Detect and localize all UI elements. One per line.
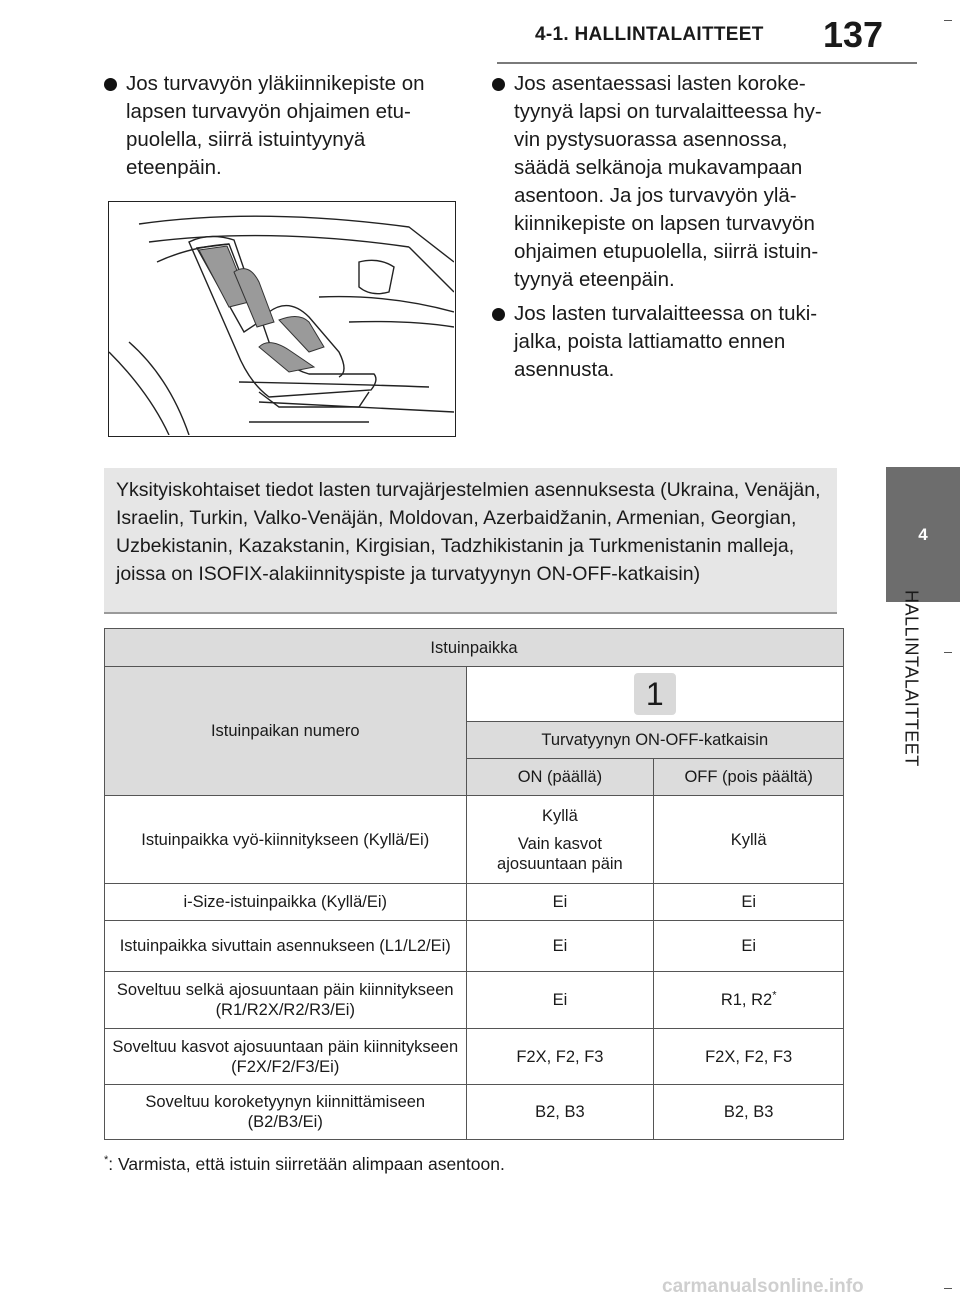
off-cell-value: R1, R2 [720, 991, 773, 1009]
bullet-text: Jos lasten turvalaitteessa on tuki-jalka, poista lattiamatto ennen asennusta. [514, 302, 818, 381]
page-number: 137 [823, 14, 884, 55]
on-cell-line: Kyllä [542, 806, 578, 825]
off-cell: F2X, F2, F3 [654, 1029, 844, 1085]
table-title-cell: Istuinpaikka [105, 629, 844, 667]
watermark-text: carmanualsonline.info [662, 1276, 864, 1297]
off-cell: Ei [654, 884, 844, 921]
table-row [105, 921, 844, 972]
on-cell: Ei [466, 884, 654, 921]
crop-mark [944, 652, 952, 653]
right-bullet-list [492, 70, 847, 390]
off-cell [654, 972, 844, 1029]
off-cell: Kyllä [654, 796, 844, 884]
seat-number-badge: 1 [634, 673, 676, 715]
chapter-title: HALLINTALAITTEET [901, 590, 922, 767]
header-rule [497, 62, 917, 64]
footnote-mark: * [104, 1154, 109, 1167]
info-box [104, 468, 837, 614]
chapter-vertical-label [891, 590, 931, 795]
switch-on-header: ON (päällä) [466, 759, 654, 796]
on-cell: Ei [466, 972, 654, 1029]
table-row [105, 884, 844, 921]
airbag-switch-header: Turvatyynyn ON-OFF-katkaisin [466, 722, 844, 759]
bullet-text: Jos asentaessasi lasten koroke-tyynyä lapsi on turvalaitteessa hy-vin pystysuorassa asennossa, säädä selkänoja mukavampaan asentoon. Ja jos turvavyön ylä-kiinnikepiste on lapsen turvavyön ohjaimen etupuolella, siirrä istuin-tyynyä eteenpäin. [514, 72, 822, 291]
footnote [104, 1154, 505, 1175]
bullet-item [104, 70, 449, 182]
on-cell: B2, B3 [466, 1085, 654, 1140]
off-cell: Ei [654, 921, 844, 972]
info-box-text: Yksityiskohtaiset tiedot lasten turvajärjestelmien asennuksesta (Ukraina, Venäjän, Israelin, Turkin, Valko-Venäjän, Moldovan, Azerbaidžanin, Armenian, Georgian, Uzbekistanin, Kazakstanin, Kirgisian, Tadzhikistanin ja Turkmenistanin malleja, joissa on ISOFIX-alakiinnityspiste ja turvatyynyn ON-OFF-katkaisin) [116, 479, 821, 585]
seat-position-table [104, 628, 844, 1140]
left-bullet-list [104, 70, 449, 188]
row-label: Istuinpaikka sivuttain asennukseen (L1/L2/Ei) [105, 921, 467, 972]
bullet-item [492, 300, 847, 384]
bullet-text: Jos turvavyön yläkiinnikepiste on lapsen turvavyön ohjaimen etu-puolella, siirrä istuintyynyä eteenpäin. [126, 72, 425, 179]
table-row [105, 972, 844, 1029]
footnote-text: : Varmista, että istuin siirretään alimpaan asentoon. [108, 1154, 505, 1174]
row-label: Istuinpaikka vyö-kiinnitykseen (Kyllä/Ei) [105, 796, 467, 884]
child-seat-drawing [109, 202, 454, 435]
bullet-item [492, 70, 847, 294]
table-row [105, 1085, 844, 1140]
row-label: Soveltuu kasvot ajosuuntaan päin kiinnitykseen (F2X/F2/F3/Ei) [105, 1029, 467, 1085]
bullet-dot [104, 78, 117, 91]
crop-mark [944, 20, 952, 21]
seat-number-cell [466, 667, 844, 722]
row-label: i-Size-istuinpaikka (Kyllä/Ei) [105, 884, 467, 921]
bullet-dot [492, 78, 505, 91]
section-title: 4-1. HALLINTALAITTEET [535, 24, 764, 45]
chapter-number: 4 [918, 524, 928, 544]
footnote-mark: * [772, 989, 777, 1002]
on-cell: F2X, F2, F3 [466, 1029, 654, 1085]
switch-off-header: OFF (pois päältä) [654, 759, 844, 796]
on-cell-line: Vain kasvot ajosuuntaan päin [497, 834, 623, 873]
seat-number-label-cell: Istuinpaikan numero [105, 667, 467, 796]
on-cell [466, 796, 654, 884]
off-cell: B2, B3 [654, 1085, 844, 1140]
table-row [105, 1029, 844, 1085]
on-cell: Ei [466, 921, 654, 972]
crop-mark [944, 1288, 952, 1289]
bullet-dot [492, 308, 505, 321]
row-label: Soveltuu selkä ajosuuntaan päin kiinnitykseen (R1/R2X/R2/R3/Ei) [105, 972, 467, 1029]
row-label: Soveltuu koroketyynyn kiinnittämiseen (B2/B3/Ei) [105, 1085, 467, 1140]
child-seat-illustration [108, 201, 456, 437]
table-row [105, 796, 844, 884]
chapter-tab [886, 467, 960, 602]
